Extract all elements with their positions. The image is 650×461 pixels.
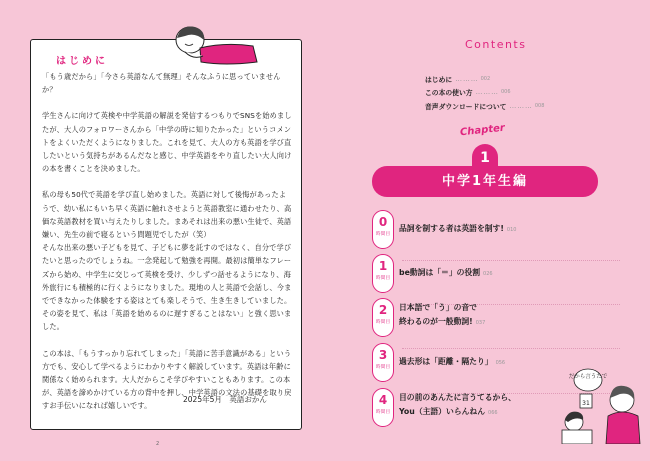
chapter-title[interactable]: 中学1年生編 (372, 166, 598, 197)
signature: 2025年5月 英語おかん (183, 395, 267, 404)
intro-paragraph: この本は、「もうすっかり忘れてしまった」「英語に苦手意識がある」という方でも、安心して学べるようにわかりやすく解説しています。英語は年齢に関係なく始められます。大人だからこそ学びやすいこともあります。この本が、英語を諦めかけている方の背中を押し、中学英語の文法の基礎を取り戻すお手伝いになれば嬉しいです。 (42, 348, 292, 411)
lesson-title: 日本語で「う」の音で 終わるのが一般動詞! 037 (399, 303, 486, 326)
leader-dots: ……… (509, 101, 533, 110)
lesson-badge (372, 298, 394, 337)
lesson-number: 2 (378, 303, 388, 317)
toc-item-page: 006 (500, 89, 511, 96)
lesson-unit: 時間目 (375, 320, 391, 325)
lesson-number: 4 (378, 393, 388, 407)
toc-item-page: 008 (534, 102, 545, 109)
intro-paragraph: 「もう歳だから」「今さら英語なんて無理」そんなふうに思っていませんか？ (42, 72, 281, 95)
contents-title: Contents (465, 38, 527, 51)
speech-bubble-text: だから言うたで (568, 374, 608, 380)
lesson-title: be動詞は「＝」の役割 026 (399, 268, 493, 277)
lesson-page: 056 (495, 360, 506, 366)
toc-item-label: この本の使い方 (425, 89, 473, 98)
page-number: 2 (156, 441, 160, 447)
chapter-number: 1 (472, 144, 498, 170)
leader-dots: ……… (475, 88, 499, 97)
lesson-unit: 時間目 (375, 365, 391, 370)
toc-item-label: はじめに (425, 75, 453, 84)
lesson-page: 026 (483, 271, 493, 277)
toc-item[interactable] (425, 99, 585, 113)
lesson-title: 品詞を制する者は英語を制す! 010 (399, 224, 517, 233)
lesson-item-0[interactable] (372, 210, 622, 250)
lesson-title: 過去形は「距離・隔たり」 056 (399, 357, 506, 366)
lesson-number: 0 (378, 215, 388, 229)
lesson-badge (372, 210, 394, 249)
lesson-unit: 時間目 (375, 232, 391, 237)
lesson-badge (372, 343, 394, 382)
toc-item[interactable] (425, 72, 585, 86)
toc-list (425, 72, 585, 113)
lesson-item-2[interactable] (372, 298, 622, 338)
lesson-badge (372, 254, 394, 293)
toc-item[interactable] (425, 86, 585, 100)
calendar-number: 31 (582, 400, 590, 407)
intro-paragraph: 私の母も50代で英語を学び直し始めました。英語に対して後悔があったようで、幼い私にもいち早く英語に触れさせようと英語教室に通わせたり、高価な英語教材を買い与えたりしました。まあそれは出来の悪い生徒で、英語嫌い、先生の前で寝るという問題児でしたが（笑） (42, 190, 292, 240)
lesson-page: 066 (488, 410, 498, 416)
toc-item-label: 音声ダウンロードについて (425, 102, 507, 111)
lesson-unit: 時間目 (375, 276, 391, 281)
lesson-title: 目の前のあんたに言うてるから、 You（主語）いらんねん 066 (399, 393, 516, 416)
leader-dots: ……… (455, 74, 479, 83)
intro-body (42, 70, 292, 426)
lesson-number: 3 (378, 348, 388, 362)
lesson-unit: 時間目 (375, 410, 391, 415)
toc-item-page: 002 (480, 75, 491, 82)
lesson-number: 1 (378, 259, 388, 273)
lesson-page: 010 (506, 227, 517, 233)
lesson-badge (372, 388, 394, 427)
intro-title: はじめに (56, 56, 108, 67)
intro-paragraph: そんな出来の悪い子どもを見て、子どもに夢を託すのではなく、自分で学びたいと思ったのでしょうね。一念発起して勉強を再開。最初は簡単なフレーズから始め、中学生に交じって英検を受け、少しずつ話せるようになり、海外旅行にも積極的に行くようになりました。現地の人と英語で会話し、今までできなかった体験をする姿はとても楽しそうで、生き生きしていました。その姿を見て、私は「英語を始めるのに遅すぎることはない」と強く思いました。 (42, 243, 292, 332)
mother-child-illustration (560, 364, 645, 444)
lesson-item-1[interactable] (372, 254, 622, 294)
lying-girl-illustration (165, 22, 265, 72)
chapter-label: Chapter (459, 122, 506, 139)
intro-paragraph: 学生さんに向けて英検や中学英語の解説を発信するつもりでSNSを始めましたが、大人のフォロワーさんから「中学の時に知りたかった」というコメントをよくいただくようになりました。これを見て、大人の方も英語を学び直したいという気持ちがあるんだなと感じ、中学英語をやり直したい大人向けの本を書くことを決めました。 (42, 111, 292, 174)
lesson-page: 037 (475, 320, 486, 326)
